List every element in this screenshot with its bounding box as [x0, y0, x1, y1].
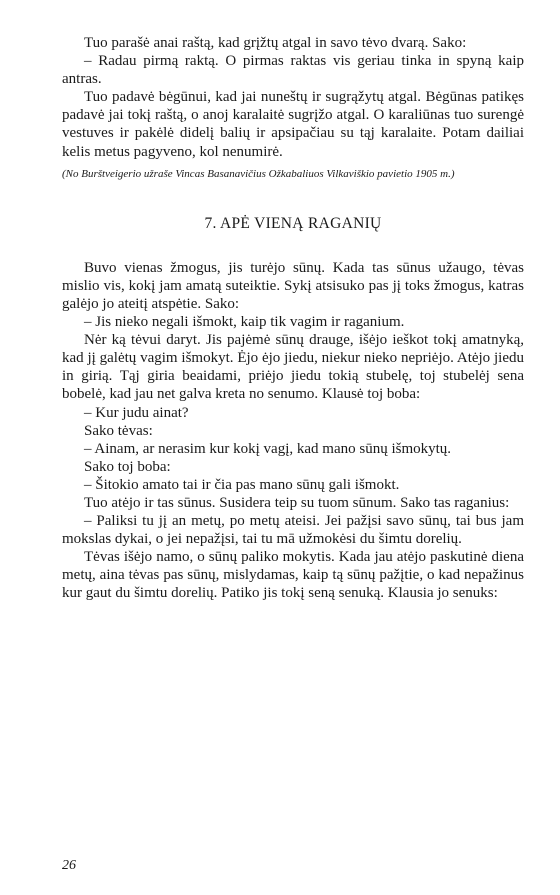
source-note: (No Burštveigerio užraše Vincas Basanavičius Ožkabaliuos Vilkaviškio pavietio 1905 m.)	[62, 167, 455, 180]
paragraph: – Ainam, ar nerasim kur kokį vagį, kad mano sūnų išmokytų.	[84, 440, 452, 457]
paragraph: – Kur judu ainat?	[84, 404, 189, 421]
top-section	[62, 34, 524, 181]
paragraph: – Jis nieko negali išmokt, kaip tik vagim ir raganium.	[84, 314, 405, 331]
paragraph: Sako tėvas:	[84, 422, 153, 439]
paragraph: – Radau pirmą raktą. O pirmas raktas vis geriau tinka in spyną kaip antras.	[62, 53, 524, 88]
paragraph: – Paliksi tu jį an metų, po metų ateisi. Jei pažįsi savo sūnų, tai bus jam mokslas dykai, o jei nepažįsi, tai tu mā užmokėsi du šimtu dorelių.	[62, 513, 524, 548]
chapter-title: 7. APĖ VIENĄ RAGANIŲ	[204, 214, 382, 232]
paragraph: Buvo vienas žmogus, jis turėjo sūnų. Kada tas sūnus užaugo, tėvas mislio vis, kokį jam amatą suteiktie. Sykį atsisuko pas jį toks žmogus, katras galėjo jo ateitį atspėtie. Sako:	[62, 259, 524, 312]
page-number: 26	[62, 858, 76, 873]
paragraph: Tėvas išėjo namo, o sūnų paliko mokytis. Kada jau atėjo paskutinė diena metų, aina tėvas pas sūnų, mislydamas, kaip tą sūnų pažįtie, o kad nepažinus kur gaut du šimtu dorelių. Patiko jis tokį seną senuką. Klausia jo senuks:	[62, 549, 524, 602]
paragraph: Tuo atėjo ir tas sūnus. Susidera teip su tuom sūnum. Sako tas raganius:	[84, 494, 510, 511]
paragraph: – Šitokio amato tai ir čia pas mano sūnų gali išmokt.	[84, 476, 400, 493]
paragraph: Tuo padavė bėgūnui, kad jai nuneštų ir sugrąžytų atgal. Bėgūnas patikęs padavė jai tokį raštą, o anoj karalaitė sugrįžo atgal. O karaliūnas tuo surengė vestuves ir pakėlė didelį balių ir apsipačiau su tąj karalaite. Potam dailiai kelis metus pagyveno, kol nenumirė.	[62, 89, 524, 160]
main-section	[62, 259, 524, 603]
page-text	[62, 34, 524, 603]
paragraph: Tuo parašė anai raštą, kad grįžtų atgal in savo tėvo dvarą. Sako:	[84, 35, 467, 51]
paragraph: Sako toj boba:	[84, 458, 171, 475]
paragraph: Nėr ką tėvui daryt. Jis pajėmė sūnų drauge, išėjo ieškot tokį amatnyką, kad jį galėtų vagim išmokyt. Ėjo ėjo jiedu, niekur nieko nepriėjo. Atėjo jiedu in girią. Tąj giria beaidami, priėjo jiedu tokią stubelę, toj stubelėj sena bobelė, kad jau net galva kreta no senumo. Klausė toj boba:	[62, 332, 524, 403]
